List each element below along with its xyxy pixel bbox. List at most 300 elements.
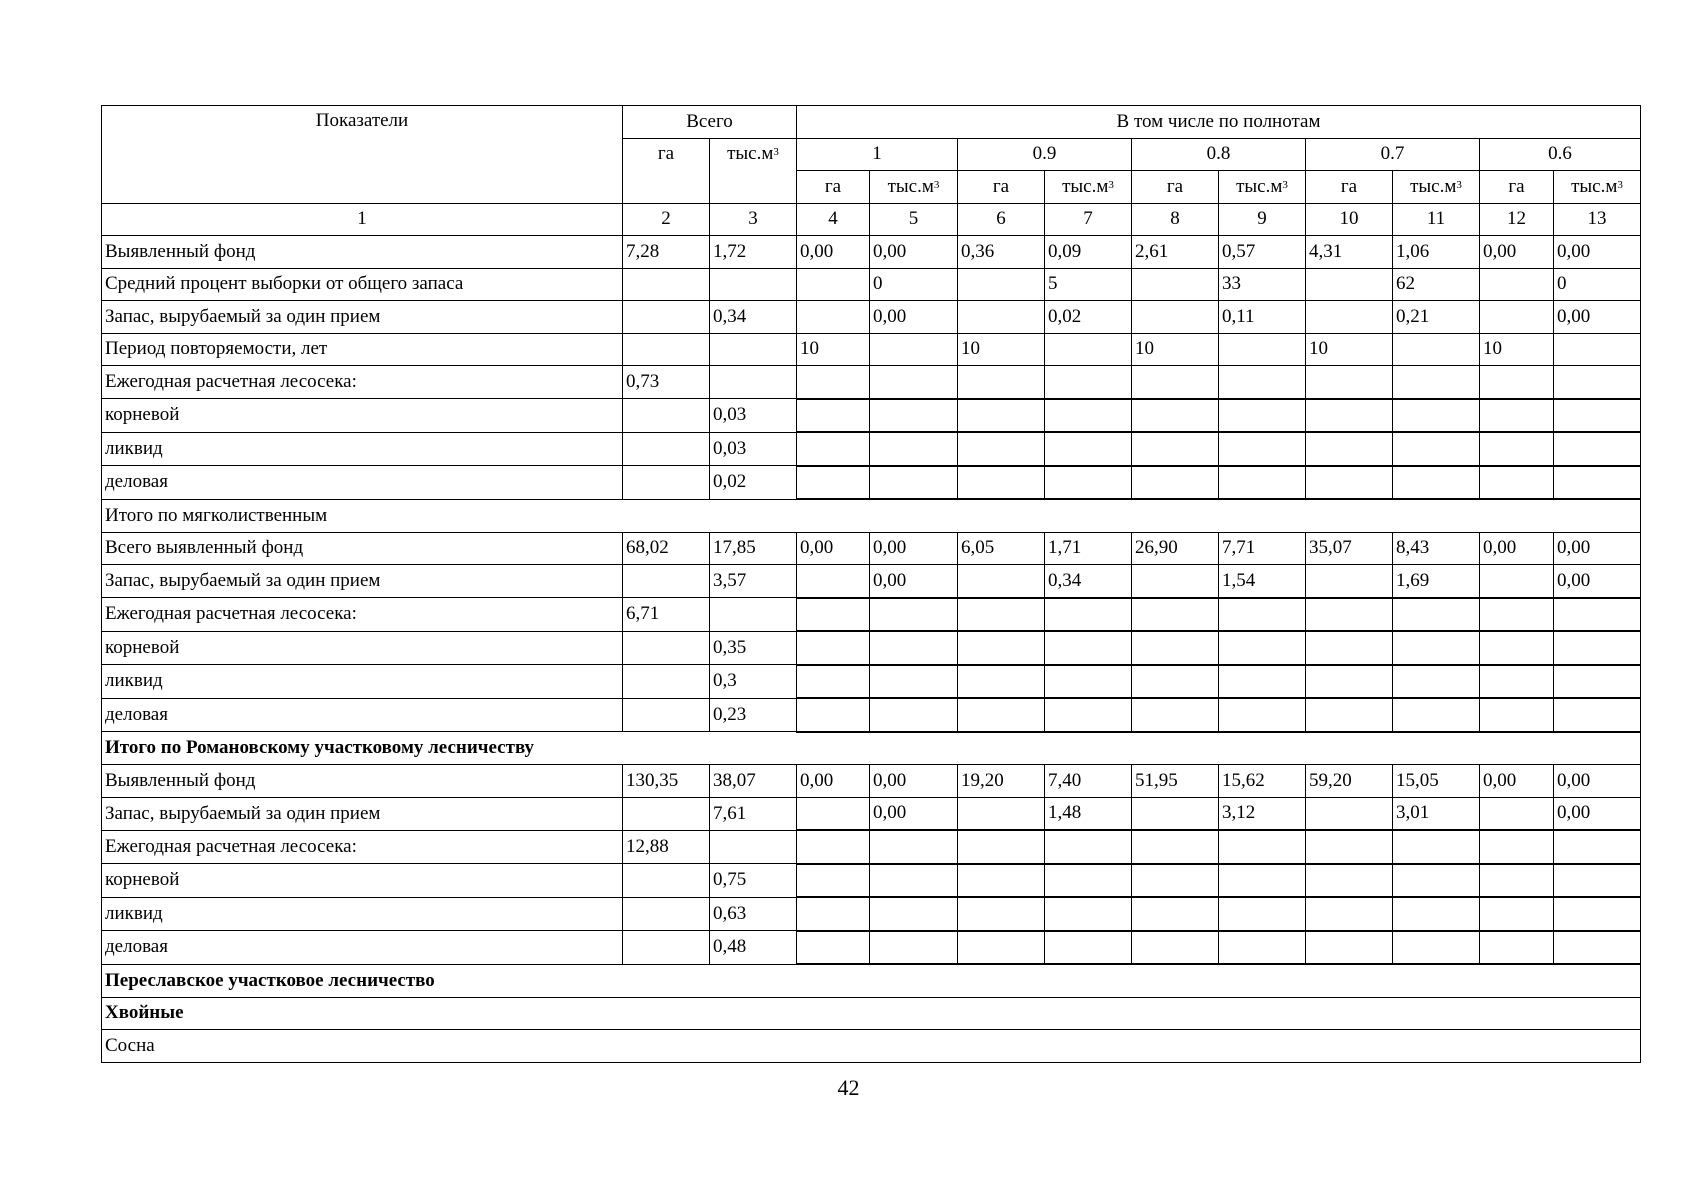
table-cell: 59,20 <box>1306 765 1393 798</box>
row-label: корневой <box>102 864 623 898</box>
column-number: 9 <box>1219 203 1306 236</box>
table-cell <box>623 797 710 830</box>
table-cell: 10 <box>1480 333 1554 366</box>
table-cell: 6,71 <box>623 598 710 632</box>
table-cell: 2,61 <box>1132 236 1219 269</box>
table-cell <box>797 797 870 830</box>
table-cell <box>1554 333 1641 366</box>
table-cell <box>1393 598 1480 632</box>
table-cell: 1,72 <box>710 236 797 269</box>
table-cell <box>1480 565 1554 598</box>
table-cell: 0,48 <box>710 931 797 965</box>
table-cell <box>1045 665 1132 699</box>
table-cell: 3,01 <box>1393 797 1480 830</box>
table-cell: 130,35 <box>623 765 710 798</box>
table-cell <box>1045 366 1132 399</box>
table-cell <box>710 268 797 301</box>
table-cell <box>1306 897 1393 931</box>
table-cell <box>1045 598 1132 632</box>
table-cell: 12,88 <box>623 830 710 864</box>
row-label: деловая <box>102 698 623 732</box>
column-number: 6 <box>958 203 1045 236</box>
row-label: ликвид <box>102 432 623 466</box>
table-cell <box>958 466 1045 500</box>
table-cell <box>710 598 797 632</box>
table-cell <box>958 366 1045 399</box>
table-cell <box>1554 698 1641 732</box>
table-cell: 1,69 <box>1393 565 1480 598</box>
table-cell <box>1045 830 1132 864</box>
table-cell: 0,00 <box>797 236 870 269</box>
table-cell <box>1554 399 1641 433</box>
table-cell <box>623 399 710 433</box>
row-label: Запас, вырубаемый за один прием <box>102 301 623 334</box>
column-number: 11 <box>1393 203 1480 236</box>
table-cell <box>1045 466 1132 500</box>
table-row <box>102 698 1641 732</box>
table-cell <box>797 598 870 632</box>
table-cell <box>870 698 958 732</box>
table-cell <box>1480 301 1554 334</box>
table-cell <box>870 432 958 466</box>
header-unit-thous: $тыс.м^3$ <box>1045 171 1132 204</box>
table-cell <box>1480 366 1554 399</box>
column-number: 2 <box>623 203 710 236</box>
row-label: Запас, вырубаемый за один прием <box>102 797 623 830</box>
table-cell: 10 <box>1306 333 1393 366</box>
table-cell <box>623 565 710 598</box>
table-cell: 0,09 <box>1045 236 1132 269</box>
header-by-density: В том числе по полнотам <box>797 106 1641 139</box>
table-cell <box>1393 631 1480 665</box>
table-cell <box>1306 830 1393 864</box>
table-cell <box>870 897 958 931</box>
table-cell <box>1306 931 1393 965</box>
table-cell: 0,00 <box>1554 532 1641 565</box>
table-cell: 1,48 <box>1045 797 1132 830</box>
table-cell: 0,21 <box>1393 301 1480 334</box>
row-label: ликвид <box>102 897 623 931</box>
table-cell <box>958 598 1045 632</box>
header-unit-thous: $тыс.м^3$ <box>1219 171 1306 204</box>
row-label: Переславское участковое лесничество <box>102 964 1641 997</box>
table-cell: 0,23 <box>710 698 797 732</box>
header-indicators: Показатели <box>102 106 623 204</box>
table-cell <box>1045 897 1132 931</box>
column-number: 7 <box>1045 203 1132 236</box>
section-row <box>102 997 1641 1030</box>
table-cell: 62 <box>1393 268 1480 301</box>
table-cell: 38,07 <box>710 765 797 798</box>
table-cell: 3,57 <box>710 565 797 598</box>
table-cell <box>870 830 958 864</box>
table-cell <box>797 565 870 598</box>
header-total-thous: $тыс.м^3$ <box>710 138 797 203</box>
table-cell: 7,40 <box>1045 765 1132 798</box>
table-cell <box>1480 797 1554 830</box>
table-cell <box>1132 631 1219 665</box>
table-cell <box>958 698 1045 732</box>
table-cell <box>1219 466 1306 500</box>
table-cell <box>1554 830 1641 864</box>
table-cell <box>870 631 958 665</box>
table-cell <box>1480 466 1554 500</box>
table-cell <box>1219 598 1306 632</box>
table-cell <box>1132 897 1219 931</box>
table-cell: 0,00 <box>870 565 958 598</box>
table-row <box>102 399 1641 433</box>
table-row <box>102 532 1641 565</box>
row-label: Итого по Романовскому участковому лесничеству <box>102 732 1641 765</box>
table-cell: 7,71 <box>1219 532 1306 565</box>
table-cell <box>797 301 870 334</box>
table-cell <box>1306 797 1393 830</box>
table-cell <box>1132 797 1219 830</box>
table-cell <box>1132 565 1219 598</box>
table-cell <box>1045 399 1132 433</box>
table-cell <box>1045 864 1132 898</box>
table-cell <box>797 268 870 301</box>
table-row <box>102 565 1641 598</box>
table-row <box>102 333 1641 366</box>
table-cell <box>797 864 870 898</box>
table-cell: 0,00 <box>1480 765 1554 798</box>
table-cell: 10 <box>1132 333 1219 366</box>
table-cell <box>1306 864 1393 898</box>
table-cell <box>1480 864 1554 898</box>
table-row <box>102 631 1641 665</box>
table-cell <box>1306 466 1393 500</box>
table-cell <box>797 399 870 433</box>
row-label: Ежегодная расчетная лесосека: <box>102 366 623 399</box>
table-body <box>102 236 1641 1063</box>
column-number-row <box>102 203 1641 236</box>
header-unit-thous: $тыс.м^3$ <box>1554 171 1641 204</box>
table-cell <box>1306 399 1393 433</box>
table-cell <box>1045 432 1132 466</box>
table-cell <box>797 830 870 864</box>
header-unit-ha: га <box>797 171 870 204</box>
row-label: Запас, вырубаемый за один прием <box>102 565 623 598</box>
table-cell <box>1480 268 1554 301</box>
table-cell <box>1554 897 1641 931</box>
table-cell <box>1306 366 1393 399</box>
table-cell <box>1132 830 1219 864</box>
table-cell <box>870 665 958 699</box>
table-cell <box>1306 301 1393 334</box>
table-cell: 0 <box>870 268 958 301</box>
table-cell <box>1393 864 1480 898</box>
header-density: 1 <box>797 138 958 171</box>
table-cell: 0,00 <box>1554 565 1641 598</box>
row-label: Выявленный фонд <box>102 765 623 798</box>
table-row <box>102 598 1641 632</box>
table-cell <box>1219 333 1306 366</box>
table-cell <box>1219 931 1306 965</box>
header-unit-thous: $тыс.м^3$ <box>1393 171 1480 204</box>
table-cell <box>1219 698 1306 732</box>
table-cell <box>1393 399 1480 433</box>
table-cell <box>1306 565 1393 598</box>
table-cell <box>870 864 958 898</box>
table-row <box>102 466 1641 500</box>
table-row <box>102 432 1641 466</box>
table-cell <box>1219 631 1306 665</box>
table-cell <box>870 366 958 399</box>
table-cell <box>958 864 1045 898</box>
header-density: 0.9 <box>958 138 1132 171</box>
table-cell: 0,03 <box>710 399 797 433</box>
table-cell: 19,20 <box>958 765 1045 798</box>
table-cell: 0,02 <box>710 466 797 500</box>
table-cell <box>1393 830 1480 864</box>
column-number: 8 <box>1132 203 1219 236</box>
table-cell <box>1480 698 1554 732</box>
table-cell: 0,73 <box>623 366 710 399</box>
table-cell: 0,11 <box>1219 301 1306 334</box>
table-cell <box>1480 931 1554 965</box>
table-cell <box>1132 268 1219 301</box>
table-cell: 0,00 <box>1480 532 1554 565</box>
table-cell <box>1045 333 1132 366</box>
table-cell: 1,06 <box>1393 236 1480 269</box>
table-cell: 0,03 <box>710 432 797 466</box>
table-row <box>102 268 1641 301</box>
header-total: Всего <box>623 106 797 139</box>
table-cell: 26,90 <box>1132 532 1219 565</box>
table-cell <box>958 565 1045 598</box>
table-cell <box>1393 897 1480 931</box>
table-row <box>102 665 1641 699</box>
table-cell: 0,00 <box>797 532 870 565</box>
table-cell <box>1132 301 1219 334</box>
column-number: 13 <box>1554 203 1641 236</box>
table-cell <box>1480 830 1554 864</box>
table-cell <box>1045 931 1132 965</box>
table-cell: 10 <box>958 333 1045 366</box>
table-cell <box>1132 466 1219 500</box>
table-cell <box>1393 366 1480 399</box>
page-number: 42 <box>837 1075 860 1100</box>
table-cell <box>1306 698 1393 732</box>
table-cell <box>797 698 870 732</box>
table-cell <box>1219 864 1306 898</box>
table-cell <box>1393 698 1480 732</box>
table-cell: 0,02 <box>1045 301 1132 334</box>
table-cell <box>1480 399 1554 433</box>
table-cell <box>1219 897 1306 931</box>
row-label: деловая <box>102 466 623 500</box>
table-row <box>102 765 1641 798</box>
row-label: Хвойные <box>102 997 1641 1030</box>
table-cell <box>1132 399 1219 433</box>
table-cell <box>1554 864 1641 898</box>
table-cell <box>1554 598 1641 632</box>
header-unit-ha: га <box>1132 171 1219 204</box>
table-cell: 1,71 <box>1045 532 1132 565</box>
table-cell: 68,02 <box>623 532 710 565</box>
table-cell <box>1219 399 1306 433</box>
table-cell <box>1554 631 1641 665</box>
table-cell <box>1306 432 1393 466</box>
header-total-ha: га <box>623 138 710 203</box>
table-cell: 0,63 <box>710 897 797 931</box>
section-row <box>102 964 1641 997</box>
row-label: Всего выявленный фонд <box>102 532 623 565</box>
table-row <box>102 301 1641 334</box>
table-cell: 1,54 <box>1219 565 1306 598</box>
table-cell <box>958 797 1045 830</box>
table-cell: 4,31 <box>1306 236 1393 269</box>
header-unit-ha: га <box>958 171 1045 204</box>
header-unit-ha: га <box>1306 171 1393 204</box>
table-cell: 15,05 <box>1393 765 1480 798</box>
header-density: 0.6 <box>1480 138 1641 171</box>
table-cell: 0,00 <box>870 532 958 565</box>
table-cell: 0,00 <box>870 236 958 269</box>
table-cell: 0,00 <box>1554 236 1641 269</box>
section-row <box>102 499 1641 532</box>
table-cell <box>797 631 870 665</box>
table-cell <box>797 897 870 931</box>
table-cell: 51,95 <box>1132 765 1219 798</box>
table-cell <box>1219 665 1306 699</box>
table-cell: 8,43 <box>1393 532 1480 565</box>
header-unit-ha: га <box>1480 171 1554 204</box>
table-cell <box>1219 366 1306 399</box>
table-cell <box>1554 366 1641 399</box>
table-cell: 0,00 <box>797 765 870 798</box>
forest-stock-table <box>101 105 1641 1063</box>
table-cell <box>1554 432 1641 466</box>
table-cell <box>1480 665 1554 699</box>
table-cell <box>623 466 710 500</box>
column-number: 5 <box>870 203 958 236</box>
table-cell <box>958 897 1045 931</box>
row-label: Ежегодная расчетная лесосека: <box>102 598 623 632</box>
table-cell <box>1480 432 1554 466</box>
table-cell <box>1132 864 1219 898</box>
table-cell <box>623 333 710 366</box>
row-label: Итого по мягколиственным <box>102 499 1641 532</box>
table-cell <box>870 931 958 965</box>
table-cell: 0,57 <box>1219 236 1306 269</box>
table-cell <box>623 897 710 931</box>
table-cell <box>1554 931 1641 965</box>
table-cell <box>797 931 870 965</box>
table-cell <box>1480 897 1554 931</box>
table-cell <box>870 598 958 632</box>
section-row <box>102 732 1641 765</box>
table-cell <box>797 466 870 500</box>
table-row <box>102 797 1641 830</box>
table-cell <box>1045 698 1132 732</box>
table-cell <box>797 665 870 699</box>
table-cell <box>1306 268 1393 301</box>
table-cell <box>797 432 870 466</box>
table-cell <box>1219 432 1306 466</box>
table-cell: 0,3 <box>710 665 797 699</box>
table-cell: 7,61 <box>710 797 797 830</box>
table-cell <box>1132 598 1219 632</box>
table-cell: 0,00 <box>870 301 958 334</box>
table-cell <box>623 268 710 301</box>
table-cell: 0,00 <box>870 797 958 830</box>
table-cell <box>1132 665 1219 699</box>
table-cell: 0,00 <box>1554 301 1641 334</box>
table-cell: 5 <box>1045 268 1132 301</box>
table-cell: 0,34 <box>1045 565 1132 598</box>
table-cell <box>710 830 797 864</box>
table-cell <box>623 698 710 732</box>
table-cell: 35,07 <box>1306 532 1393 565</box>
table-cell: 17,85 <box>710 532 797 565</box>
section-row <box>102 1030 1641 1063</box>
table-cell <box>797 366 870 399</box>
row-label: Выявленный фонд <box>102 236 623 269</box>
row-label: Сосна <box>102 1030 1641 1063</box>
table-row <box>102 864 1641 898</box>
table-cell <box>1480 598 1554 632</box>
table-cell <box>1306 631 1393 665</box>
column-number: 4 <box>797 203 870 236</box>
table-cell <box>1393 466 1480 500</box>
table-cell <box>958 931 1045 965</box>
row-label: Период повторяемости, лет <box>102 333 623 366</box>
table-cell <box>1219 830 1306 864</box>
table-cell <box>1132 432 1219 466</box>
table-cell <box>623 301 710 334</box>
table-cell <box>1554 665 1641 699</box>
table-cell <box>958 830 1045 864</box>
column-number: 12 <box>1480 203 1554 236</box>
table-row <box>102 366 1641 399</box>
row-label: Средний процент выборки от общего запаса <box>102 268 623 301</box>
table-cell <box>958 301 1045 334</box>
table-cell <box>1393 665 1480 699</box>
table-cell <box>958 631 1045 665</box>
table-cell <box>870 333 958 366</box>
row-label: деловая <box>102 931 623 965</box>
table-cell <box>710 366 797 399</box>
column-number: 10 <box>1306 203 1393 236</box>
table-cell <box>710 333 797 366</box>
table-cell <box>1132 931 1219 965</box>
table-cell <box>623 931 710 965</box>
table-cell <box>1045 631 1132 665</box>
table-row <box>102 931 1641 965</box>
table-cell <box>1554 466 1641 500</box>
table-cell: 6,05 <box>958 532 1045 565</box>
table-header <box>102 106 1641 236</box>
table-cell: 0,00 <box>1554 797 1641 830</box>
table-row <box>102 236 1641 269</box>
table-cell: 0,36 <box>958 236 1045 269</box>
header-unit-thous: $тыс.м^3$ <box>870 171 958 204</box>
table-cell: 0,00 <box>1554 765 1641 798</box>
column-number: 1 <box>102 203 623 236</box>
table-cell <box>623 864 710 898</box>
table-cell <box>623 631 710 665</box>
row-label: ликвид <box>102 665 623 699</box>
header-density: 0.7 <box>1306 138 1480 171</box>
table-cell: 0,00 <box>870 765 958 798</box>
table-cell <box>1393 432 1480 466</box>
table-cell <box>623 432 710 466</box>
column-number: 3 <box>710 203 797 236</box>
table-cell <box>958 399 1045 433</box>
table-cell: 0,34 <box>710 301 797 334</box>
